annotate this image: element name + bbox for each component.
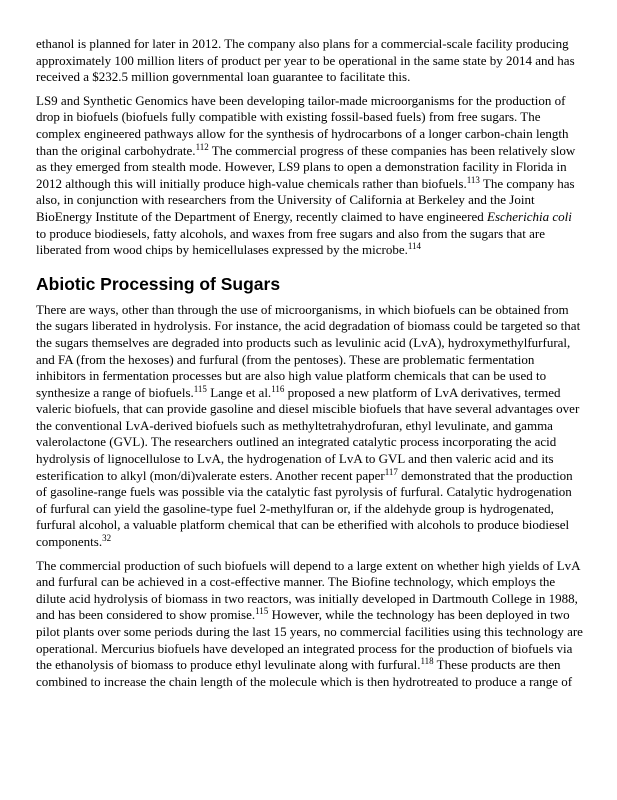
paragraph-text: There are ways, other than through the use of microorganisms, in which biofuels can be obtained from the sugars liberated in hydrolysis. For instance, the acid degradation of biomass could be targeted so that the sugars themselves are degraded into products such as levulinic acid (LvA), hydroxymethylfurfural, and FA (from the hexoses) and furfural (from the pentoses). These are problematic fermentation inhibitors in fermentation processes but are also high value platform chemicals that can be used to synthesize a range of biofuels. bbox=[36, 301, 581, 400]
citation-113: 113 bbox=[466, 174, 480, 185]
paragraph-text: ethanol is planned for later in 2012. The company also plans for a commercial-scale facility producing approximately 100 million liters of product per year to be operational in the same state by 2014 and has received a $232.5 million governmental loan guarantee to facilitate this. bbox=[36, 36, 575, 85]
citation-32: 32 bbox=[102, 533, 112, 544]
paragraph-text: The commercial progress of these companies has been relatively slow as they emerged from stealth mode. However, LS9 plans to open a demonstration facility in Florida in 2012 although this will initially produce high-value chemicals rather than biofuels. bbox=[36, 142, 576, 191]
paragraph-text: Lange et al. bbox=[206, 384, 272, 400]
citation-117: 117 bbox=[384, 466, 398, 477]
paragraph-3 bbox=[36, 302, 584, 551]
paragraph-4 bbox=[36, 558, 584, 691]
paragraph-2 bbox=[36, 93, 584, 259]
citation-114: 114 bbox=[407, 241, 422, 252]
paragraph-text: However, while the technology has been deployed in two pilot plants over some periods during the last 15 years, no commercial facilities using this technology are operational. Mercurius biofuels have developed an integrated process for the production of biofuels via the ethanolysis of biomass to produce ethyl levulinate along with furfural. bbox=[36, 607, 583, 673]
document-page bbox=[36, 36, 584, 697]
citation-115: 115 bbox=[255, 606, 269, 617]
paragraph-text: proposed a new platform of LvA derivatives, termed valeric biofuels, that can provide gasoline and diesel miscible biofuels that have several advantages over the conventional LvA-derived biofuels such as methyltetrahydrofuran, ethyl levulinate, and gamma valerolactone (GVL). The researchers outlined an integrated catalytic process incorporating the acid hydrolysis of lignocellulose to LvA, the hydrogenation of LvA to GVL and then valeric acid and its esterification to alkyl (mon/di)valerate esters. Another recent paper bbox=[36, 384, 580, 483]
citation-112: 112 bbox=[195, 141, 209, 152]
citation-116: 116 bbox=[271, 383, 285, 394]
citation-115: 115 bbox=[193, 383, 207, 394]
paragraph-text: The commercial production of such biofuels will depend to a large extent on whether high yields of LvA and furfural can be achieved in a cost-effective manner. The Biofine technology, which employs the dilute acid hydrolysis of biomass in two reactors, was initially developed in Dartmouth College in 1988, and has been considered to show promise. bbox=[36, 557, 580, 623]
paragraph-text: The company has also, in conjunction with researchers from the University of California at Berkeley and the Joint BioEnergy Institute of the Department of Energy, recently claimed to have engineered bbox=[36, 175, 575, 224]
section-heading: Abiotic Processing of Sugars bbox=[36, 273, 281, 294]
paragraph-text: LS9 and Synthetic Genomics have been developing tailor-made microorganisms for the production of drop in biofuels (biofuels fully compatible with existing fossil-based fuels) from free sugars. The complex engineered pathways allow for the synthesis of hydrocarbons of a longer carbon-chain length than the original carbohydrate. bbox=[36, 92, 569, 158]
citation-118: 118 bbox=[420, 656, 434, 667]
paragraph-text: demonstrated that the production of gasoline-range fuels was possible via the catalytic fast pyrolysis of furfural. Catalytic hydrogenation of furfural can yield the gasoline-type fuel 2-methylfuran or, if the aldehyde group is hydrogenated, furfural alcohol, a valuable platform chemical that can be etherified with alcohols to produce biodiesel components. bbox=[36, 467, 573, 550]
paragraph-text: These products are then combined to increase the chain length of the molecule which is then hydrotreated to produce a range of bbox=[36, 657, 573, 689]
species-name: Escherichia coli bbox=[487, 208, 572, 224]
paragraph-text: to produce biodiesels, fatty alcohols, and waxes from free sugars and also from the sugars that are liberated from wood chips by hemicellulases expressed by the microbe. bbox=[36, 225, 546, 258]
paragraph-1 bbox=[36, 36, 584, 86]
